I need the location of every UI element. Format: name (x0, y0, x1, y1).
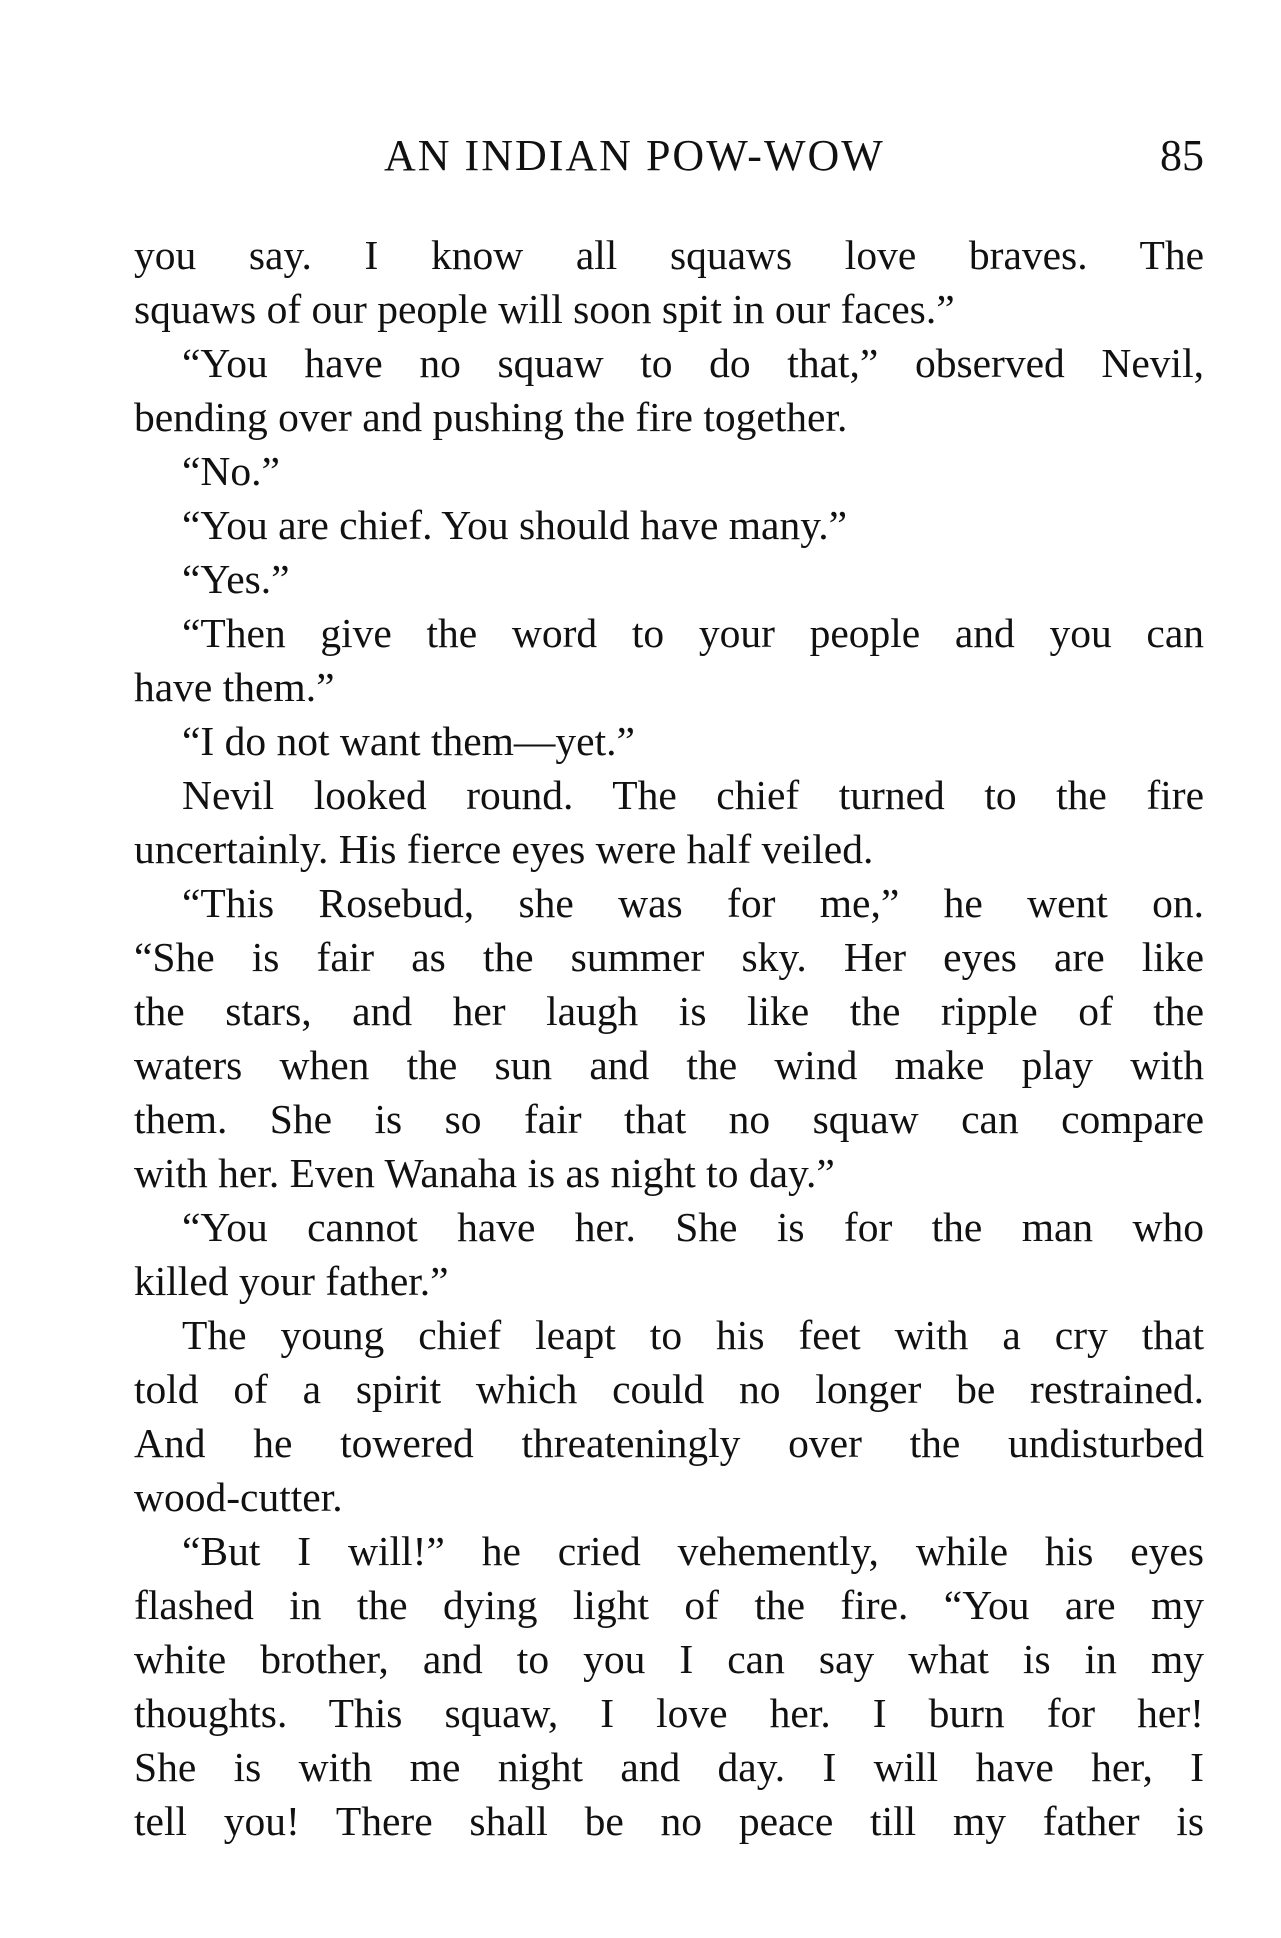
text-line: “No.” (182, 448, 280, 494)
text-line: you say. I know all squaws love braves. The (134, 232, 1204, 278)
text-line: the stars, and her laugh is like the ripple of the (134, 988, 1204, 1034)
text-line: “Then give the word to your people and you can (182, 610, 1204, 656)
text-line: She is with me night and day. I will have her, I (134, 1744, 1204, 1790)
running-head (134, 130, 1204, 190)
body-text (134, 228, 1204, 1848)
text-line: killed your father.” (134, 1258, 449, 1304)
text-line: “This Rosebud, she was for me,” he went on. (182, 880, 1204, 926)
page-number: 85 (1160, 131, 1204, 180)
text-line: told of a spirit which could no longer be restrained. (134, 1366, 1204, 1412)
text-line: flashed in the dying light of the fire. “You are my (134, 1582, 1204, 1628)
text-line: bending over and pushing the fire together. (134, 394, 848, 440)
text-line: Nevil looked round. The chief turned to the fire (182, 772, 1204, 818)
text-line: white brother, and to you I can say what is in my (134, 1636, 1204, 1682)
text-line: squaws of our people will soon spit in our faces.” (134, 286, 955, 332)
text-line: “She is fair as the summer sky. Her eyes are like (134, 934, 1204, 980)
text-line: thoughts. This squaw, I love her. I burn for her! (134, 1690, 1204, 1736)
text-line: wood-cutter. (134, 1474, 343, 1520)
text-line: “I do not want them—yet.” (182, 718, 635, 764)
text-line: uncertainly. His fierce eyes were half veiled. (134, 826, 874, 872)
text-line: “You have no squaw to do that,” observed Nevil, (182, 340, 1204, 386)
text-line: “Yes.” (182, 556, 290, 602)
text-line: them. She is so fair that no squaw can compare (134, 1096, 1204, 1142)
text-line: “You cannot have her. She is for the man who (182, 1204, 1204, 1250)
text-line: have them.” (134, 664, 335, 710)
running-title: AN INDIAN POW-WOW (384, 131, 885, 180)
text-line: The young chief leapt to his feet with a cry that (182, 1312, 1204, 1358)
text-line: waters when the sun and the wind make play with (134, 1042, 1204, 1088)
text-line: “You are chief. You should have many.” (182, 502, 848, 548)
text-line: with her. Even Wanaha is as night to day.” (134, 1150, 835, 1196)
text-line: tell you! There shall be no peace till my father is (134, 1798, 1204, 1844)
text-line: And he towered threateningly over the undisturbed (134, 1420, 1204, 1466)
text-line: “But I will!” he cried vehemently, while his eyes (182, 1528, 1204, 1574)
